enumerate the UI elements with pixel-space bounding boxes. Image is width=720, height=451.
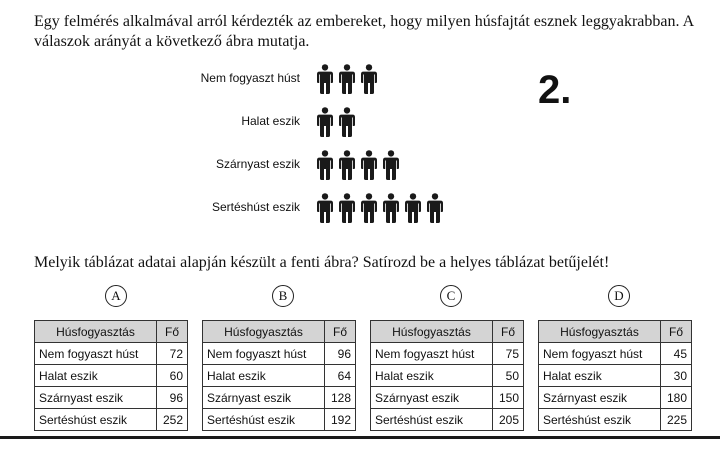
table-row <box>203 387 356 409</box>
person-icon <box>338 193 356 223</box>
table-category-cell: Szárnyast eszik <box>35 387 157 409</box>
answer-table <box>202 320 356 431</box>
task-number: 2. <box>538 68 572 112</box>
table-category-cell: Nem fogyaszt húst <box>371 343 493 365</box>
answer-letter-circle[interactable]: A <box>105 285 127 307</box>
table-value-cell: 50 <box>493 365 524 387</box>
table-category-cell: Sertéshúst eszik <box>35 409 157 431</box>
table-header-cell: Húsfogyasztás <box>371 321 493 343</box>
pictogram-row-label: Sertéshúst eszik <box>211 200 300 214</box>
person-icon <box>316 107 334 137</box>
table-category-cell: Sertéshúst eszik <box>203 409 325 431</box>
table-header-cell: Fő <box>157 321 188 343</box>
table-value-cell: 72 <box>157 343 188 365</box>
pictogram-icons <box>316 193 444 223</box>
table-category-cell: Halat eszik <box>35 365 157 387</box>
table-value-cell: 75 <box>493 343 524 365</box>
pictogram-row-label: Nem fogyaszt húst <box>200 71 300 85</box>
table-category-cell: Sertéshúst eszik <box>371 409 493 431</box>
person-icon <box>426 193 444 223</box>
table-header-cell: Húsfogyasztás <box>539 321 661 343</box>
table-value-cell: 128 <box>325 387 356 409</box>
table-row <box>203 365 356 387</box>
table-row <box>371 409 524 431</box>
table-value-cell: 180 <box>661 387 692 409</box>
table-header-row <box>35 321 188 343</box>
table-category-cell: Halat eszik <box>203 365 325 387</box>
person-icon <box>360 150 378 180</box>
table-row <box>539 409 692 431</box>
table-row <box>371 343 524 365</box>
person-icon <box>404 193 422 223</box>
pictogram-icons <box>316 150 400 180</box>
person-icon <box>338 64 356 94</box>
table-category-cell: Szárnyast eszik <box>371 387 493 409</box>
table-row <box>35 409 188 431</box>
table-row <box>539 387 692 409</box>
table-row <box>203 409 356 431</box>
pictogram-row-label: Szárnyast eszik <box>215 157 300 171</box>
table-value-cell: 252 <box>157 409 188 431</box>
table-header-row <box>203 321 356 343</box>
table-value-cell: 96 <box>325 343 356 365</box>
table-value-cell: 60 <box>157 365 188 387</box>
table-row <box>35 343 188 365</box>
table-category-cell: Halat eszik <box>539 365 661 387</box>
table-value-cell: 192 <box>325 409 356 431</box>
table-value-cell: 30 <box>661 365 692 387</box>
table-header-cell: Fő <box>493 321 524 343</box>
intro-text: Egy felmérés alkalmával arról kérdezték az embereket, hogy milyen húsfajtát esznek leggyakrabban. A válaszok arányát a következő ábra mutatja. <box>34 13 694 50</box>
table-header-cell: Fő <box>661 321 692 343</box>
table-value-cell: 45 <box>661 343 692 365</box>
person-icon <box>316 64 334 94</box>
table-row <box>35 365 188 387</box>
answer-table <box>538 320 692 431</box>
table-value-cell: 96 <box>157 387 188 409</box>
table-row <box>35 387 188 409</box>
person-icon <box>338 107 356 137</box>
table-row <box>539 365 692 387</box>
person-icon <box>360 193 378 223</box>
table-header-cell: Fő <box>325 321 356 343</box>
person-icon <box>360 64 378 94</box>
table-category-cell: Szárnyast eszik <box>203 387 325 409</box>
table-row <box>371 365 524 387</box>
table-category-cell: Nem fogyaszt húst <box>35 343 157 365</box>
pictogram-icons <box>316 107 356 137</box>
table-category-cell: Szárnyast eszik <box>539 387 661 409</box>
pictogram-row-label: Halat eszik <box>241 114 300 128</box>
table-header-row <box>371 321 524 343</box>
person-icon <box>382 193 400 223</box>
answer-letter-circle[interactable]: C <box>440 285 462 307</box>
person-icon <box>316 150 334 180</box>
question-text: Melyik táblázat adatai alapján készült a fenti ábra? Satírozd be a helyes táblázat betűjelét! <box>34 254 610 271</box>
table-header-cell: Húsfogyasztás <box>35 321 157 343</box>
table-header-row <box>539 321 692 343</box>
person-icon <box>316 193 334 223</box>
table-header-cell: Húsfogyasztás <box>203 321 325 343</box>
pictogram-icons <box>316 64 378 94</box>
answer-table <box>34 320 188 431</box>
page-divider <box>0 436 720 439</box>
table-category-cell: Halat eszik <box>371 365 493 387</box>
table-category-cell: Nem fogyaszt húst <box>203 343 325 365</box>
table-row <box>371 387 524 409</box>
answer-letter-circle[interactable]: B <box>272 285 294 307</box>
answer-letter-circle[interactable]: D <box>608 285 630 307</box>
table-value-cell: 205 <box>493 409 524 431</box>
table-value-cell: 64 <box>325 365 356 387</box>
table-value-cell: 225 <box>661 409 692 431</box>
answer-table <box>370 320 524 431</box>
person-icon <box>382 150 400 180</box>
table-value-cell: 150 <box>493 387 524 409</box>
person-icon <box>338 150 356 180</box>
table-category-cell: Nem fogyaszt húst <box>539 343 661 365</box>
table-category-cell: Sertéshúst eszik <box>539 409 661 431</box>
table-row <box>539 343 692 365</box>
table-row <box>203 343 356 365</box>
